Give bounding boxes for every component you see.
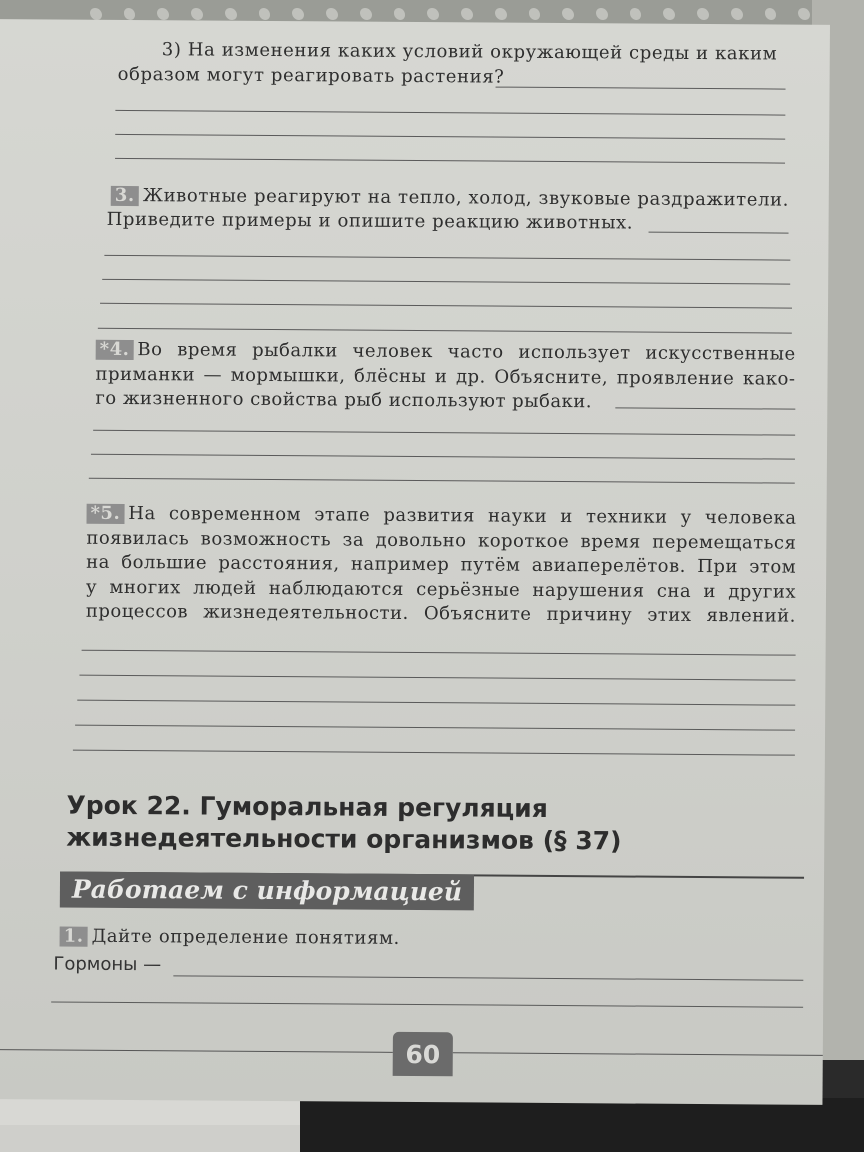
lesson-title-line2: жизнедеятельности организмов (§ 37) [66, 822, 622, 856]
q5-paragraph [86, 502, 797, 629]
answer-line[interactable] [115, 110, 785, 116]
answer-line[interactable] [79, 675, 795, 681]
answer-line[interactable] [75, 725, 795, 731]
answer-line[interactable] [91, 454, 795, 460]
page-number: 60 [393, 1032, 453, 1076]
q4-paragraph [95, 338, 795, 416]
q5-text-line1: На современном этапе развития науки и техники у человека [128, 503, 797, 529]
q5-text-line5: процессов жизнедеятельности. Объясните причину этих явлений. [85, 600, 796, 627]
task1-line [60, 925, 400, 951]
q3-line2: Приведите примеры и опишите реакцию животных. [106, 208, 634, 234]
answer-line[interactable] [104, 255, 790, 261]
q5-text-line2: появилась возможность за довольно короткое время перемещаться [86, 527, 797, 554]
lesson-title [66, 790, 766, 859]
task1-number-badge: 1. [60, 927, 88, 947]
answer-line[interactable] [51, 1001, 803, 1007]
q4-text-line1: Во время рыбалки человек часто использует искусственные [137, 339, 796, 365]
background-bottom-sheet-shadow [0, 1125, 300, 1152]
section-banner: Работаем с информацией [60, 872, 474, 911]
answer-line[interactable] [73, 750, 795, 756]
q4-text-line3: го жизненного свойства рыб используют рыбаки. [95, 387, 593, 413]
answer-line[interactable] [89, 478, 795, 484]
answer-line[interactable] [82, 650, 796, 656]
q3-number-badge: 3. [111, 186, 139, 206]
answer-line[interactable] [102, 279, 790, 285]
task1-text: Дайте определение понятиям. [91, 925, 401, 949]
q3-sub-line2: образом могут реагировать растения? [117, 63, 505, 88]
q5-text-line4: у многих людей наблюдаются серьёзные нарушения сна и других [85, 576, 797, 603]
answer-line[interactable] [98, 328, 792, 334]
workbook-page [0, 19, 830, 1105]
answer-line[interactable] [100, 303, 792, 309]
answer-line[interactable] [649, 232, 789, 234]
q3-sub-line1: 3) На изменения каких условий окружающей среды и каким [161, 39, 778, 65]
footer-rule-left [0, 1049, 393, 1053]
answer-line[interactable] [93, 430, 795, 436]
q4-text-line2: приманки — мормышки, блёсны и др. Объясните, проявление како- [95, 363, 796, 390]
term-hormones: Гормоны — [53, 953, 162, 976]
answer-line[interactable] [496, 87, 786, 90]
q3-text-line1: Животные реагируют на тепло, холод, звуковые раздражители. [142, 185, 790, 211]
q5-number-badge: *5. [86, 504, 124, 524]
q4-number-badge: *4. [96, 340, 134, 360]
answer-line[interactable] [77, 700, 795, 706]
answer-line[interactable] [115, 134, 785, 140]
answer-line[interactable] [173, 975, 803, 980]
footer-rule-right [453, 1052, 823, 1056]
lesson-title-line1: Урок 22. Гуморальная регуляция [66, 790, 548, 823]
q5-text-line3: на большие расстояния, например путём авиаперелётов. При этом [86, 551, 797, 578]
answer-line[interactable] [115, 158, 785, 164]
